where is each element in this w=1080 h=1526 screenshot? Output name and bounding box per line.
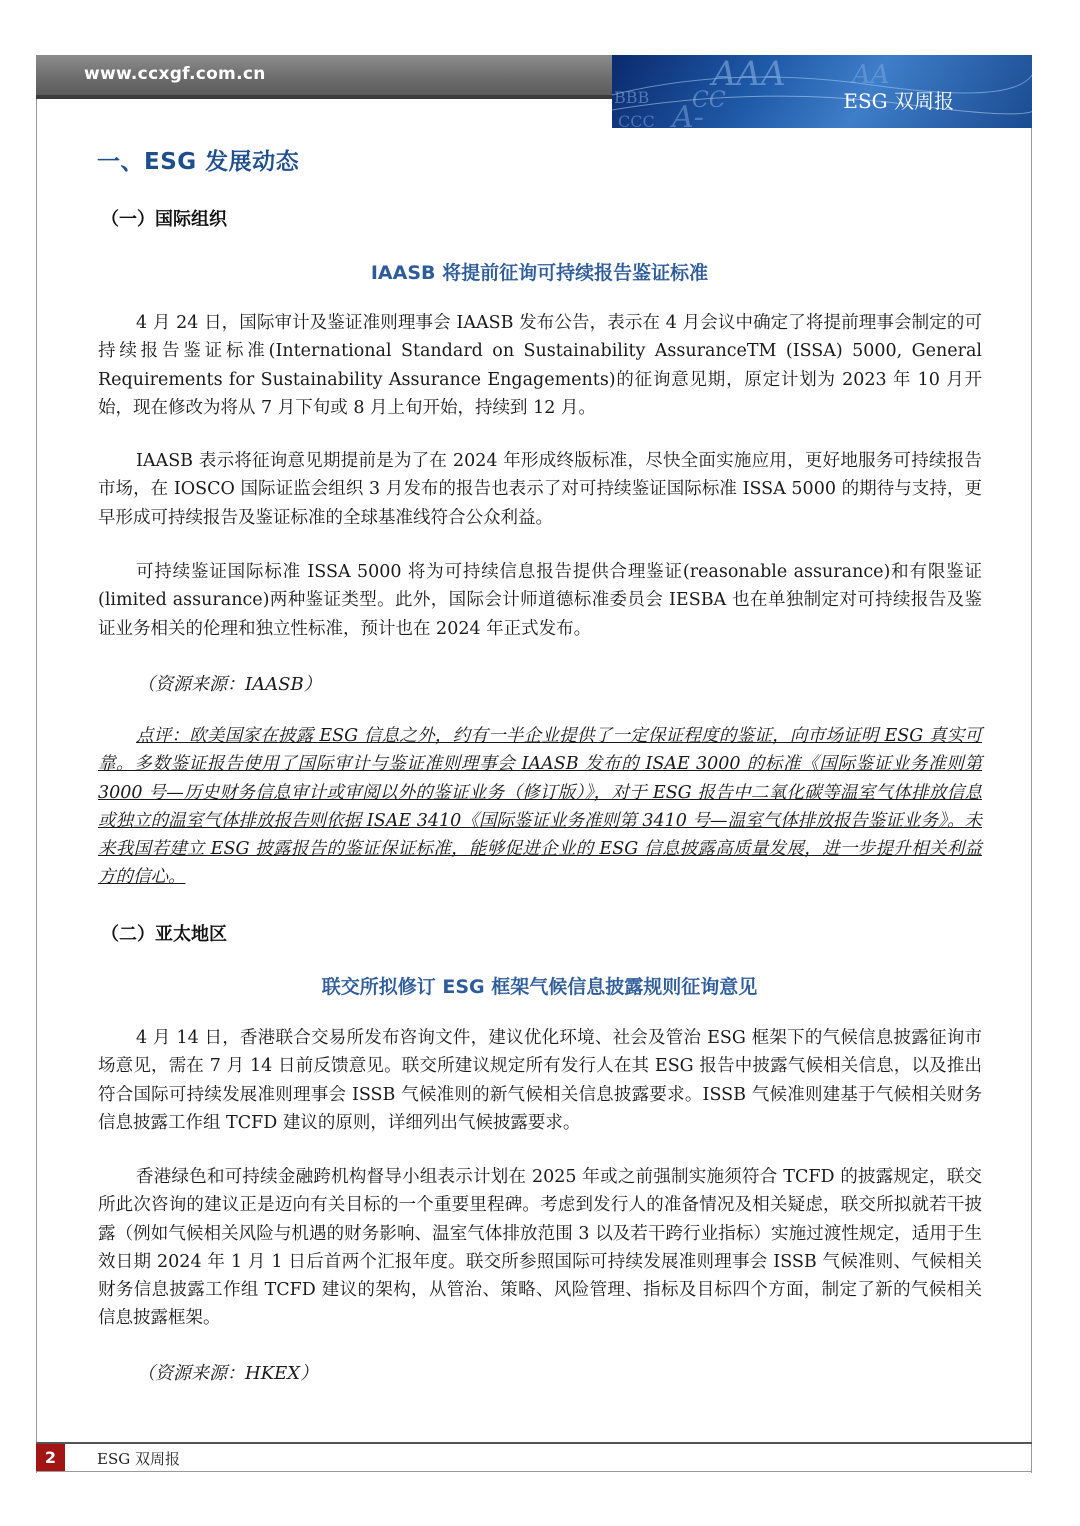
article-title-hkex: 联交所拟修订 ESG 框架气候信息披露规则征询意见	[321, 976, 758, 998]
footer-rule	[36, 1442, 1032, 1444]
banner-letter: CC	[692, 88, 726, 113]
header-gray-band	[36, 55, 612, 95]
subheading-international: （一）国际组织	[101, 209, 227, 230]
header-dark-strip	[36, 95, 612, 99]
paragraph: 可持续鉴证国际标准 ISSA 5000 将为可持续信息报告提供合理鉴证(reasonable assurance)和有限鉴证(limited assurance)两种鉴证类型。此外，国际会计师道德标准委员会 IESBA 也在单独制定对可持续报告及鉴证业务相关的伦理和独立性标准，预计也在 2024 年正式发布。	[98, 562, 982, 639]
header-title: ESG 双周报	[843, 89, 954, 113]
source-note: （资源来源：HKEX）	[137, 1363, 319, 1384]
banner-letter: CCC	[618, 112, 655, 128]
banner-letter: AA	[852, 60, 890, 90]
banner-letter: A-	[672, 100, 704, 128]
paragraph: IAASB 表示将征询意见期提前是为了在 2024 年形成终版标准，尽快全面实施应用，更好地服务可持续报告市场，在 IOSCO 国际证监会组织 3 月发布的报告也表示了对可持续鉴证国际标准 ISSA 5000 的期待与支持，更早形成可持续报告及鉴证标准的全球基准线符合公众利益。	[98, 451, 982, 528]
banner-letter: AAA	[712, 55, 786, 94]
subheading-asia-pacific: （二）亚太地区	[101, 924, 227, 945]
rating-letters-graphic	[612, 55, 1032, 128]
source-note: （资源来源：IAASB）	[137, 674, 322, 695]
commentary: 点评：欧美国家在披露 ESG 信息之外，约有一半企业提供了一定保证程度的鉴证，向市场证明 ESG 真实可靠。多数鉴证报告使用了国际审计与鉴证准则理事会 IAASB 发布的 ISAE 3000 的标准《国际鉴证业务准则第 3000 号—历史财务信息审计或审阅以外的鉴证业务（修订版）》，对于 ESG 报告中二氧化碳等温室气体排放信息或独立的温室气体排放报告则依据 ISAE 3410《国际鉴证业务准则第 3410 号—温室气体排放报告鉴证业务》。未来我国若建立 ESG 披露报告的鉴证保证标准，能够促进企业的 ESG 信息披露高质量发展，进一步提升相关利益方的信心。	[98, 726, 982, 888]
footer-bottom-rule	[36, 1471, 1032, 1472]
paragraph: 4 月 24 日，国际审计及鉴证准则理事会 IAASB 发布公告，表示在 4 月会议中确定了将提前理事会制定的可持续报告鉴证标准(International Standard on Sustainability AssuranceTM (ISSA) 5000, General Requirements for Sustainability Assurance Engagements)的征询意见期，原定计划为 2023 年 10 月开始，现在修改为将从 7 月下旬或 8 月上旬开始，持续到 12 月。	[98, 313, 982, 418]
header-banner-image	[612, 55, 1032, 128]
banner-letter: BBB	[614, 88, 650, 107]
article-title-iaasb: IAASB 将提前征询可持续报告鉴证标准	[370, 262, 709, 284]
footer-title: ESG 双周报	[97, 1450, 180, 1468]
site-url: www.ccxgf.com.cn	[84, 64, 266, 84]
page-number: 2	[36, 1444, 65, 1472]
paragraph: 4 月 14 日，香港联合交易所发布咨询文件，建议优化环境、社会及管治 ESG 框架下的气候信息披露征询市场意见，需在 7 月 14 日前反馈意见。联交所建议规定所有发行人在其 ESG 报告中披露气候相关信息，以及推出符合国际可持续发展准则理事会 ISSB 气候准则的新气候相关信息披露要求。ISSB 气候准则建基于气候相关财务信息披露工作组 TCFD 建议的原则，详细列出气候披露要求。	[98, 1028, 982, 1133]
section-heading: 一、ESG 发展动态	[97, 149, 300, 175]
paragraph: 香港绿色和可持续金融跨机构督导小组表示计划在 2025 年或之前强制实施须符合 TCFD 的披露规定，联交所此次咨询的建议正是迈向有关目标的一个重要里程碑。考虑到发行人的准备情况及相关疑虑，联交所拟就若干披露（例如气候相关风险与机遇的财务影响、温室气体排放范围 3 以及若干跨行业指标）实施过渡性规定，适用于生效日期 2024 年 1 月 1 日后首两个汇报年度。联交所参照国际可持续发展准则理事会 ISSB 气候准则、气候相关财务信息披露工作组 TCFD 建议的架构，从管治、策略、风险管理、指标及目标四个方面，制定了新的气候相关信息披露框架。	[98, 1167, 982, 1329]
page-header	[36, 55, 1032, 128]
